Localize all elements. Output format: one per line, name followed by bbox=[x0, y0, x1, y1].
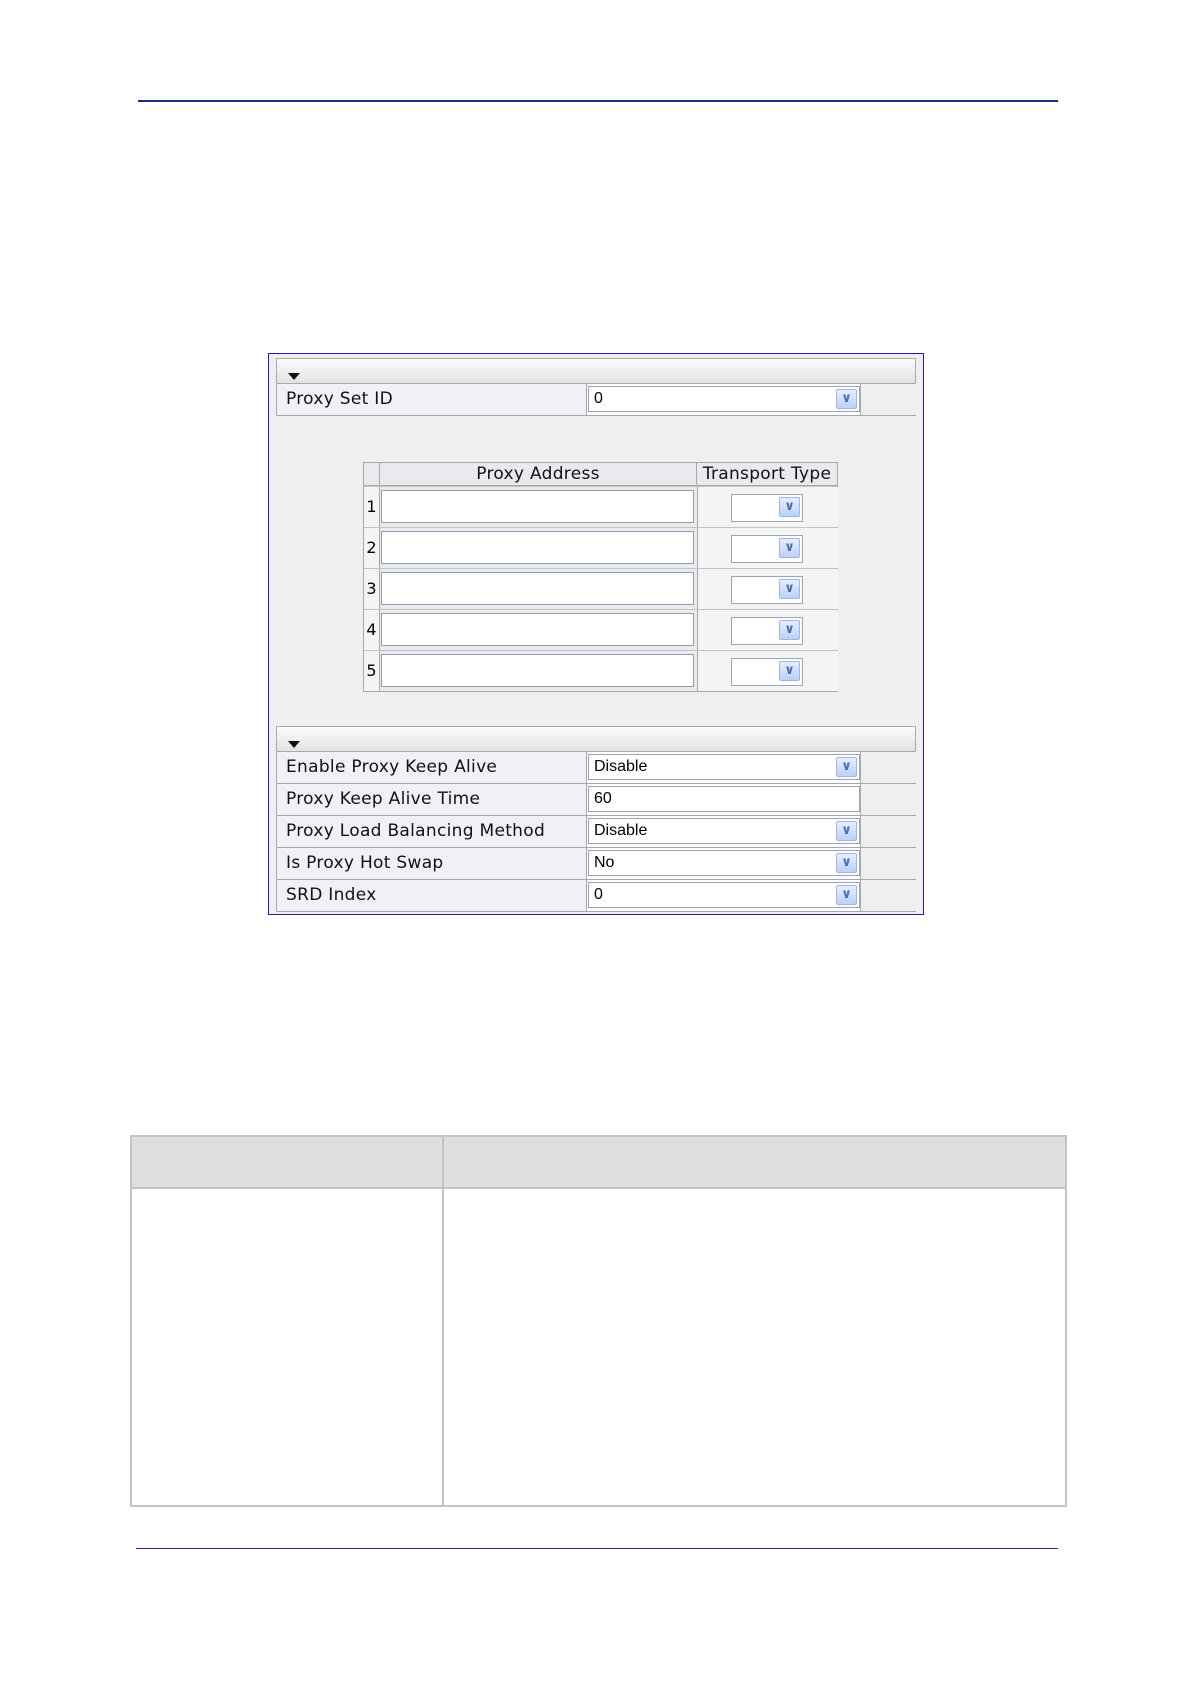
chevron-down-icon[interactable]: ∨ bbox=[779, 620, 800, 640]
table-row bbox=[364, 609, 837, 650]
proxy-set-section-header[interactable] bbox=[276, 358, 916, 384]
column-divider bbox=[442, 1137, 444, 1505]
proxy-keep-alive-time-input[interactable] bbox=[588, 786, 860, 812]
collapse-triangle-icon[interactable] bbox=[288, 741, 300, 748]
setting-value: Disable bbox=[594, 822, 648, 839]
table-row bbox=[364, 568, 837, 609]
proxy-set-id-value: 0 bbox=[594, 390, 603, 407]
transport-type-select[interactable] bbox=[731, 617, 803, 645]
chevron-down-icon[interactable]: ∨ bbox=[779, 661, 800, 681]
chevron-down-icon[interactable]: ∨ bbox=[779, 538, 800, 558]
transport-type-header: Transport Type bbox=[697, 463, 837, 486]
chevron-down-icon[interactable]: ∨ bbox=[836, 853, 857, 873]
setting-row-hot-swap bbox=[276, 848, 916, 880]
chevron-down-icon[interactable]: ∨ bbox=[836, 757, 857, 777]
setting-label: Proxy Load Balancing Method bbox=[277, 816, 587, 847]
proxy-address-input[interactable] bbox=[381, 613, 694, 646]
proxy-load-balancing-select[interactable] bbox=[588, 818, 860, 844]
keep-alive-section-header[interactable] bbox=[276, 726, 916, 752]
setting-value: Disable bbox=[594, 758, 648, 775]
setting-value: No bbox=[594, 854, 615, 871]
chevron-down-icon[interactable]: ∨ bbox=[779, 497, 800, 517]
proxy-sets-panel bbox=[268, 353, 924, 915]
row-index: 5 bbox=[364, 651, 380, 691]
proxy-address-input[interactable] bbox=[381, 572, 694, 605]
chevron-down-icon[interactable]: ∨ bbox=[836, 821, 857, 841]
setting-label: Proxy Keep Alive Time bbox=[277, 784, 587, 815]
table-row bbox=[364, 650, 837, 691]
collapse-triangle-icon[interactable] bbox=[288, 373, 300, 380]
transport-type-select[interactable] bbox=[731, 535, 803, 563]
srd-index-select[interactable] bbox=[588, 882, 860, 908]
setting-row-keep-alive-time bbox=[276, 784, 916, 816]
table-row bbox=[364, 527, 837, 568]
setting-value: 0 bbox=[594, 886, 603, 903]
setting-row-load-balancing bbox=[276, 816, 916, 848]
parameter-description-table bbox=[130, 1135, 1067, 1507]
proxy-set-id-row bbox=[276, 384, 916, 416]
setting-label: SRD Index bbox=[277, 880, 587, 911]
row-index: 3 bbox=[364, 569, 380, 609]
enable-proxy-keep-alive-select[interactable] bbox=[588, 754, 860, 780]
footer-rule bbox=[136, 1548, 1058, 1549]
proxy-address-input[interactable] bbox=[381, 531, 694, 564]
row-index: 4 bbox=[364, 610, 380, 650]
setting-row-srd-index bbox=[276, 880, 916, 912]
is-proxy-hot-swap-select[interactable] bbox=[588, 850, 860, 876]
chevron-down-icon[interactable]: ∨ bbox=[779, 579, 800, 599]
row-index: 1 bbox=[364, 487, 380, 527]
table-header bbox=[132, 1137, 1065, 1189]
setting-row-enable-keep-alive bbox=[276, 752, 916, 784]
transport-type-select[interactable] bbox=[731, 658, 803, 686]
chevron-down-icon[interactable]: ∨ bbox=[836, 389, 857, 409]
proxy-address-input[interactable] bbox=[381, 490, 694, 523]
row-index: 2 bbox=[364, 528, 380, 568]
setting-label: Enable Proxy Keep Alive bbox=[277, 752, 587, 783]
setting-label: Is Proxy Hot Swap bbox=[277, 848, 587, 879]
proxy-address-table bbox=[363, 462, 838, 692]
proxy-set-id-label: Proxy Set ID bbox=[277, 384, 587, 415]
header-rule bbox=[138, 100, 1058, 102]
setting-value: 60 bbox=[594, 790, 612, 807]
transport-type-select[interactable] bbox=[731, 576, 803, 604]
proxy-address-header: Proxy Address bbox=[380, 463, 697, 486]
proxy-set-id-select[interactable] bbox=[588, 386, 860, 412]
chevron-down-icon[interactable]: ∨ bbox=[836, 885, 857, 905]
table-row bbox=[364, 486, 837, 527]
proxy-address-input[interactable] bbox=[381, 654, 694, 687]
transport-type-select[interactable] bbox=[731, 494, 803, 522]
